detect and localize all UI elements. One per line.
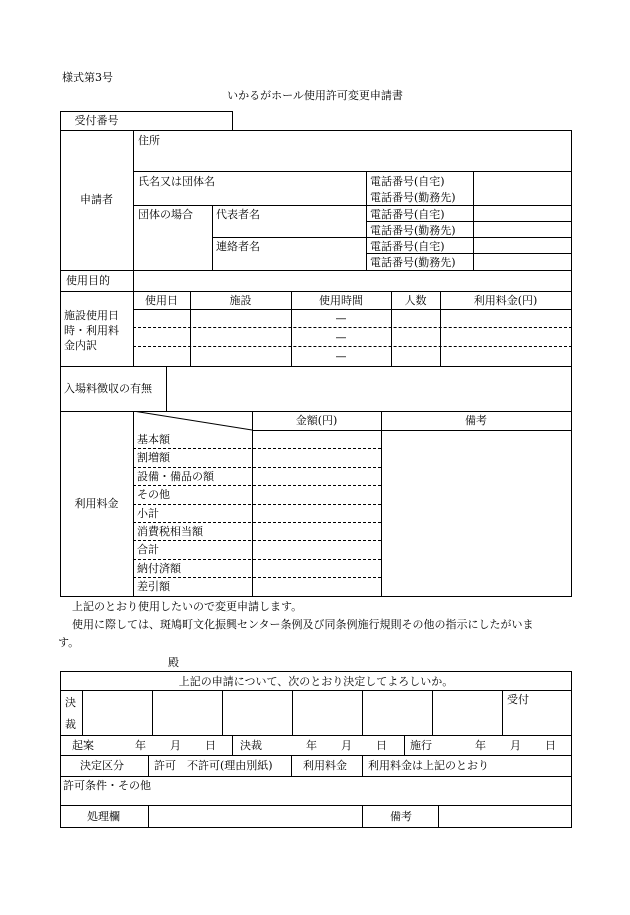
contact-phone-work-label: 電話番号(勤務先) (370, 256, 456, 269)
category-options: 許可 不許可(理由別紙) (154, 759, 273, 772)
address-label: 住所 (138, 134, 160, 147)
addressee: 殿 (168, 656, 179, 669)
statement-2-line-2: す。 (58, 636, 80, 649)
fee-item: その他 (137, 488, 170, 501)
breakdown-label-2: 時・利用料 (64, 324, 119, 337)
statement-1: 上記のとおり使用したいので変更申請します。 (72, 600, 303, 613)
fee-item: 合計 (137, 543, 159, 556)
phone-home-label: 電話番号(自宅) (370, 175, 445, 188)
decision-header: 上記の申請について、次のとおり決定してよろしいか。 (178, 675, 454, 688)
header-facility: 施設 (229, 294, 252, 307)
approval-day: 日 (376, 739, 387, 752)
fee-label: 利用料金 (74, 497, 119, 510)
contact-phone-home-label: 電話番号(自宅) (370, 240, 445, 253)
fee-item: 割増額 (137, 451, 170, 464)
enforce-day: 日 (545, 739, 556, 752)
statement-2-line-1: 使用に際しては、斑鳩町文化振興センター条例及び同条例施行規則その他の指示にしたがいま (72, 618, 534, 631)
category-label: 決定区分 (80, 759, 124, 772)
receipt-label: 受付 (507, 693, 529, 706)
form-number: 様式第3号 (62, 71, 113, 84)
rep-phone-home-label: 電話番号(自宅) (370, 208, 445, 221)
representative-label: 代表者名 (216, 208, 260, 221)
draft-day: 日 (205, 739, 216, 752)
conditions-label: 許可条件・その他 (63, 779, 151, 792)
approval-year: 年 (306, 739, 317, 752)
decision-remarks-label: 備考 (390, 810, 412, 823)
fee-item: 消費税相当額 (137, 525, 203, 538)
draft-year: 年 (135, 739, 146, 752)
enforce-label: 施行 (410, 739, 432, 752)
diagonal-slash (133, 411, 253, 431)
breakdown-label-1: 施設使用日 (64, 309, 119, 322)
breakdown-label-3: 金内訳 (64, 339, 97, 352)
applicant-label: 申請者 (80, 193, 113, 206)
purpose-label: 使用目的 (66, 274, 110, 287)
rep-phone-work-label: 電話番号(勤務先) (370, 224, 456, 237)
phone-work-label: 電話番号(勤務先) (370, 191, 456, 204)
header-use-date: 使用日 (145, 294, 178, 307)
processing-label: 処理欄 (87, 810, 120, 823)
remarks-header: 備考 (465, 414, 487, 427)
header-fee: 利用料金(円) (473, 294, 538, 307)
enforce-year: 年 (475, 739, 486, 752)
fee-item: 設備・備品の額 (137, 470, 214, 483)
decision-fee-value: 利用料金は上記のとおり (368, 759, 489, 772)
fee-item: 納付済額 (137, 562, 181, 575)
fee-item: 小計 (137, 507, 159, 520)
time-dash-1: — (335, 312, 347, 325)
group-case-label: 団体の場合 (138, 208, 193, 221)
draft-label: 起案 (72, 739, 94, 752)
approval-label: 決裁 (240, 739, 262, 752)
time-dash-2: — (335, 331, 347, 344)
time-dash-3: — (335, 350, 347, 363)
contact-label: 連絡者名 (216, 240, 260, 253)
header-use-time: 使用時間 (319, 294, 363, 307)
draft-month: 月 (170, 739, 181, 752)
approval-month: 月 (341, 739, 352, 752)
decision-fee-label: 利用料金 (303, 759, 347, 772)
enforce-month: 月 (510, 739, 521, 752)
admission-label: 入場料徴収の有無 (64, 382, 152, 395)
header-people: 人数 (404, 294, 427, 307)
kessai-char-1: 決 (65, 696, 76, 709)
amount-header: 金額(円) (295, 414, 338, 427)
page-title: いかるがホール使用許可変更申請書 (227, 89, 403, 102)
reception-number-label: 受付番号 (74, 114, 119, 127)
kessai-char-2: 裁 (65, 718, 76, 731)
name-label: 氏名又は団体名 (138, 175, 215, 188)
fee-item: 差引額 (137, 580, 170, 593)
fee-item: 基本額 (137, 433, 170, 446)
